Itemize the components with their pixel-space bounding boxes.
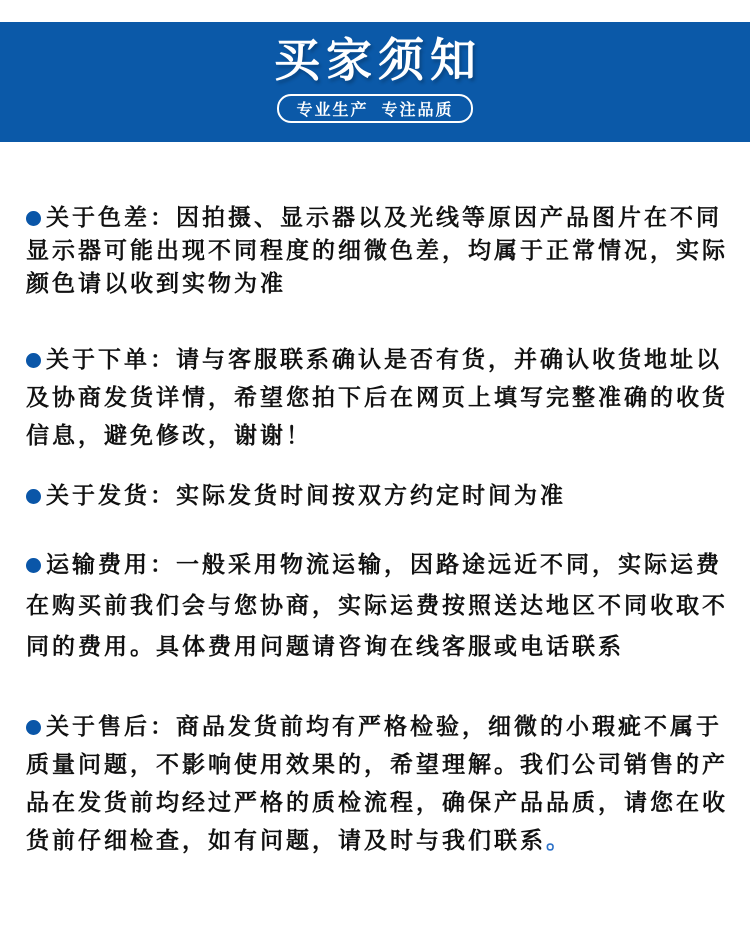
notice-line [26,234,728,267]
notice-text: 信息，避免修改，谢谢！ [26,422,312,448]
notice-text: 在购买前我们会与您协商，实际运费按照送达地区不同收取不 [26,592,728,618]
notice-text: 运输费用：一般采用物流运输，因路途远近不同，实际运费 [46,551,722,577]
tagline-badge [277,94,474,123]
notice-text: 颜色请以收到实物为准 [26,270,286,296]
notice-text: 及协商发货详情，希望您拍下后在网页上填写完整准确的收货 [26,384,728,410]
highlight-period: 。 [546,827,572,853]
notice-text: 品在发货前均经过严格的质检流程，确保产品品质，请您在收 [26,789,728,815]
notice-text: 关于下单：请与客服联系确认是否有货，并确认收货地址以 [46,346,722,372]
notice-line [26,378,728,416]
notice-line [26,626,724,667]
notice-line [26,476,724,514]
notice-text: 同的费用。具体费用问题请咨询在线客服或电话联系 [26,633,624,659]
notice-paragraph [26,544,728,667]
notice-line [26,416,724,454]
notice-line [26,585,728,626]
notice-text: 关于售后：商品发货前均有严格检验，细微的小瑕疵不属于 [46,713,722,739]
notice-line [26,821,724,859]
notice-line [26,783,728,821]
tagline-text: 专业生产 专注品质 [296,102,454,119]
notice-line [26,267,724,300]
notice-text: 显示器可能出现不同程度的细微色差，均属于正常情况，实际 [26,237,728,263]
notices [0,201,750,859]
bullet-icon [26,353,41,368]
notice-line [26,201,724,234]
bullet-icon [26,489,41,504]
notice-line [26,745,728,783]
bullet-icon [26,211,41,226]
notice-text: 关于发货：实际发货时间按双方约定时间为准 [46,482,566,508]
notice-text: 关于色差：因拍摄、显示器以及光线等原因产品图片在不同 [46,204,722,230]
notice-line [26,707,724,745]
header-banner [0,22,750,142]
notice-paragraph [26,201,728,300]
bullet-icon [26,720,41,735]
bullet-icon [26,558,41,573]
page-title: 买家须知 [274,34,482,86]
notice-text: 货前仔细检查，如有问题，请及时与我们联系 [26,827,546,853]
notice-line [26,340,724,378]
notice-text: 质量问题，不影响使用效果的，希望理解。我们公司销售的产 [26,751,728,777]
notice-line [26,544,724,585]
notice-paragraph [26,707,728,859]
notice-paragraph [26,340,728,454]
notice-paragraph [26,476,724,514]
